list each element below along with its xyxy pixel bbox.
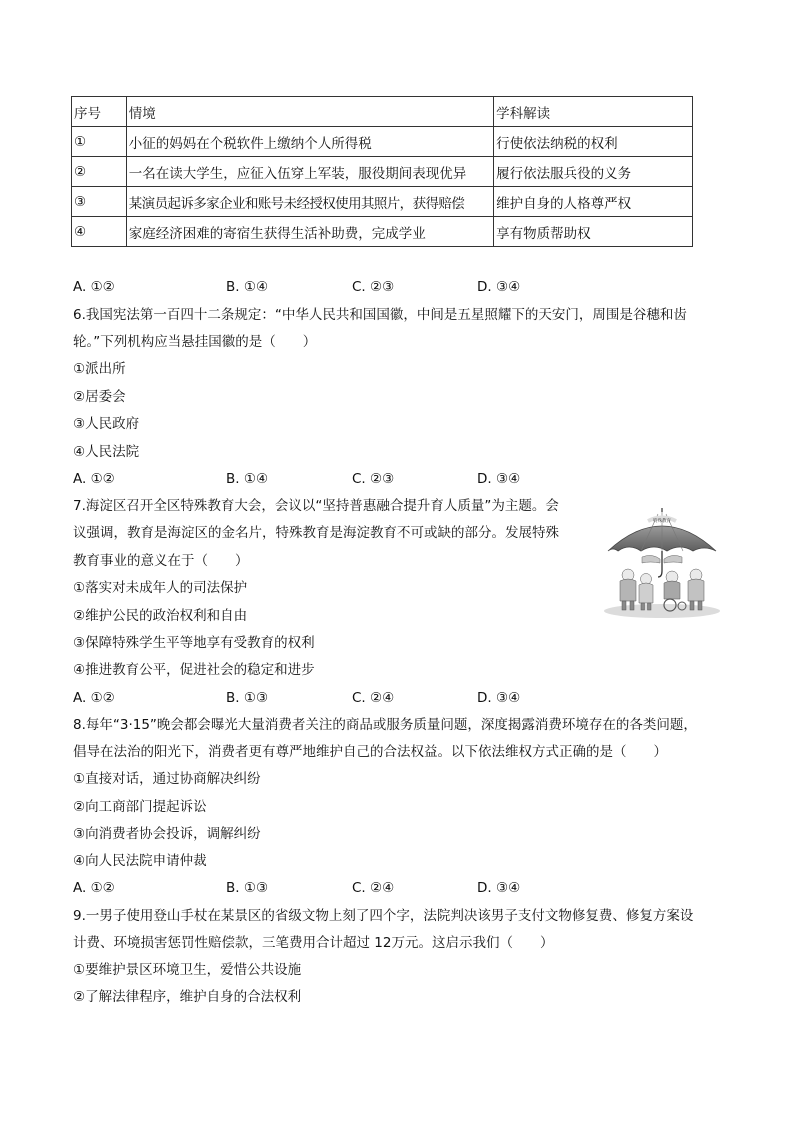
umbrella-children-illustration — [600, 505, 724, 619]
q8-item-1: ①直接对话，通过协商解决纠纷 — [73, 771, 261, 787]
row-scenario: 小征的妈妈在个税软件上缴纳个人所得税 — [126, 127, 493, 157]
rights-duties-table — [71, 96, 693, 247]
q6-stem-line-2: 轮。”下列机构应当悬挂国徽的是（ ） — [73, 334, 317, 350]
q7-item-3: ③保障特殊学生平等地享有受教育的权利 — [73, 635, 315, 651]
q9-item-1: ①要维护景区环境卫生，爱惜公共设施 — [73, 962, 302, 978]
q7-item-4: ④推进教育公平，促进社会的稳定和进步 — [73, 662, 315, 678]
q8-stem-line-1: 8.每年“3·15”晚会都会曝光大量消费者关注的商品或服务质量问题，深度揭露消费环境存在的各类问题， — [73, 717, 697, 733]
table-row — [72, 187, 693, 217]
q8-options — [73, 879, 633, 897]
umbrella-label: 特殊教育 — [653, 519, 671, 524]
q6-option-d[interactable]: D. ③④ — [477, 471, 521, 487]
q6-item-2: ②居委会 — [73, 389, 126, 405]
umbrella-icon — [608, 508, 716, 577]
q7-option-a[interactable]: A. ①② — [73, 690, 115, 706]
q7-item-2: ②维护公民的政治权利和自由 — [73, 608, 248, 624]
q9-stem-line-1: 9.一男子使用登山手杖在某景区的省级文物上刻了四个字，法院判决该男子支付文物修复费、修复方案设 — [73, 908, 694, 924]
row-interpretation: 行使依法纳税的权利 — [494, 127, 693, 157]
q8-item-4: ④向人民法院申请仲裁 — [73, 853, 207, 869]
q8-option-c[interactable]: C. ②④ — [352, 880, 395, 896]
q8-option-d[interactable]: D. ③④ — [477, 880, 521, 896]
q6-item-1: ①派出所 — [73, 361, 126, 377]
q7-option-b[interactable]: B. ①③ — [226, 690, 269, 706]
q6-option-a[interactable]: A. ①② — [73, 471, 115, 487]
q5-options — [73, 278, 633, 296]
q8-option-b[interactable]: B. ①③ — [226, 880, 269, 896]
q8-item-3: ③向消费者协会投诉，调解纠纷 — [73, 826, 261, 842]
q8-option-a[interactable]: A. ①② — [73, 880, 115, 896]
q5-option-c[interactable]: C. ②③ — [352, 279, 395, 295]
q7-option-c[interactable]: C. ②④ — [352, 690, 395, 706]
row-number: ④ — [72, 217, 127, 247]
q8-stem-line-2: 倡导在法治的阳光下，消费者更有尊严地维护自己的合法权益。以下依法维权方式正确的是（ ） — [73, 744, 667, 760]
row-scenario: 某演员起诉多家企业和账号未经授权使用其照片，获得赔偿 — [126, 187, 493, 217]
row-number: ① — [72, 127, 127, 157]
q9-stem-line-2: 计费、环境损害惩罚性赔偿款，三笔费用合计超过 12万元。这启示我们（ ） — [73, 935, 554, 951]
table-row — [72, 127, 693, 157]
row-number: ② — [72, 157, 127, 187]
q7-stem-line-1: 7.海淀区召开全区特殊教育大会，会议以“坚持普惠融合提升育人质量”为主题。会 — [73, 498, 559, 514]
q7-stem-line-3: 教育事业的意义在于（ ） — [73, 553, 249, 569]
header-scenario: 情境 — [126, 97, 493, 127]
row-scenario: 家庭经济困难的寄宿生获得生活补助费，完成学业 — [126, 217, 493, 247]
q7-option-d[interactable]: D. ③④ — [477, 690, 521, 706]
q7-options — [73, 689, 633, 707]
q6-option-c[interactable]: C. ②③ — [352, 471, 395, 487]
row-interpretation: 维护自身的人格尊严权 — [494, 187, 693, 217]
q6-stem-line-1: 6.我国宪法第一百四十二条规定：“中华人民共和国国徽，中间是五星照耀下的天安门，周围是谷穗和齿 — [73, 307, 687, 323]
q5-option-b[interactable]: B. ①④ — [226, 279, 269, 295]
q5-option-d[interactable]: D. ③④ — [477, 279, 521, 295]
ground-shadow — [604, 604, 720, 618]
q6-option-b[interactable]: B. ①④ — [226, 471, 269, 487]
q9-item-2: ②了解法律程序，维护自身的合法权利 — [73, 989, 302, 1005]
q7-item-1: ①落实对未成年人的司法保护 — [73, 580, 248, 596]
q7-stem-line-2: 议强调，教育是海淀区的金名片，特殊教育是海淀教育不可或缺的部分。发展特殊 — [73, 525, 559, 541]
q6-options — [73, 470, 633, 488]
row-interpretation: 享有物质帮助权 — [494, 217, 693, 247]
q8-item-2: ②向工商部门提起诉讼 — [73, 799, 207, 815]
row-interpretation: 履行依法服兵役的义务 — [494, 157, 693, 187]
row-number: ③ — [72, 187, 127, 217]
header-interpretation: 学科解读 — [494, 97, 693, 127]
header-number: 序号 — [72, 97, 127, 127]
table-row — [72, 157, 693, 187]
q5-option-a[interactable]: A. ①② — [73, 279, 115, 295]
q6-item-3: ③人民政府 — [73, 416, 140, 432]
row-scenario: 一名在读大学生，应征入伍穿上军装，服役期间表现优异 — [126, 157, 493, 187]
table-row — [72, 217, 693, 247]
table-header-row — [72, 97, 693, 127]
q6-item-4: ④人民法院 — [73, 444, 140, 460]
